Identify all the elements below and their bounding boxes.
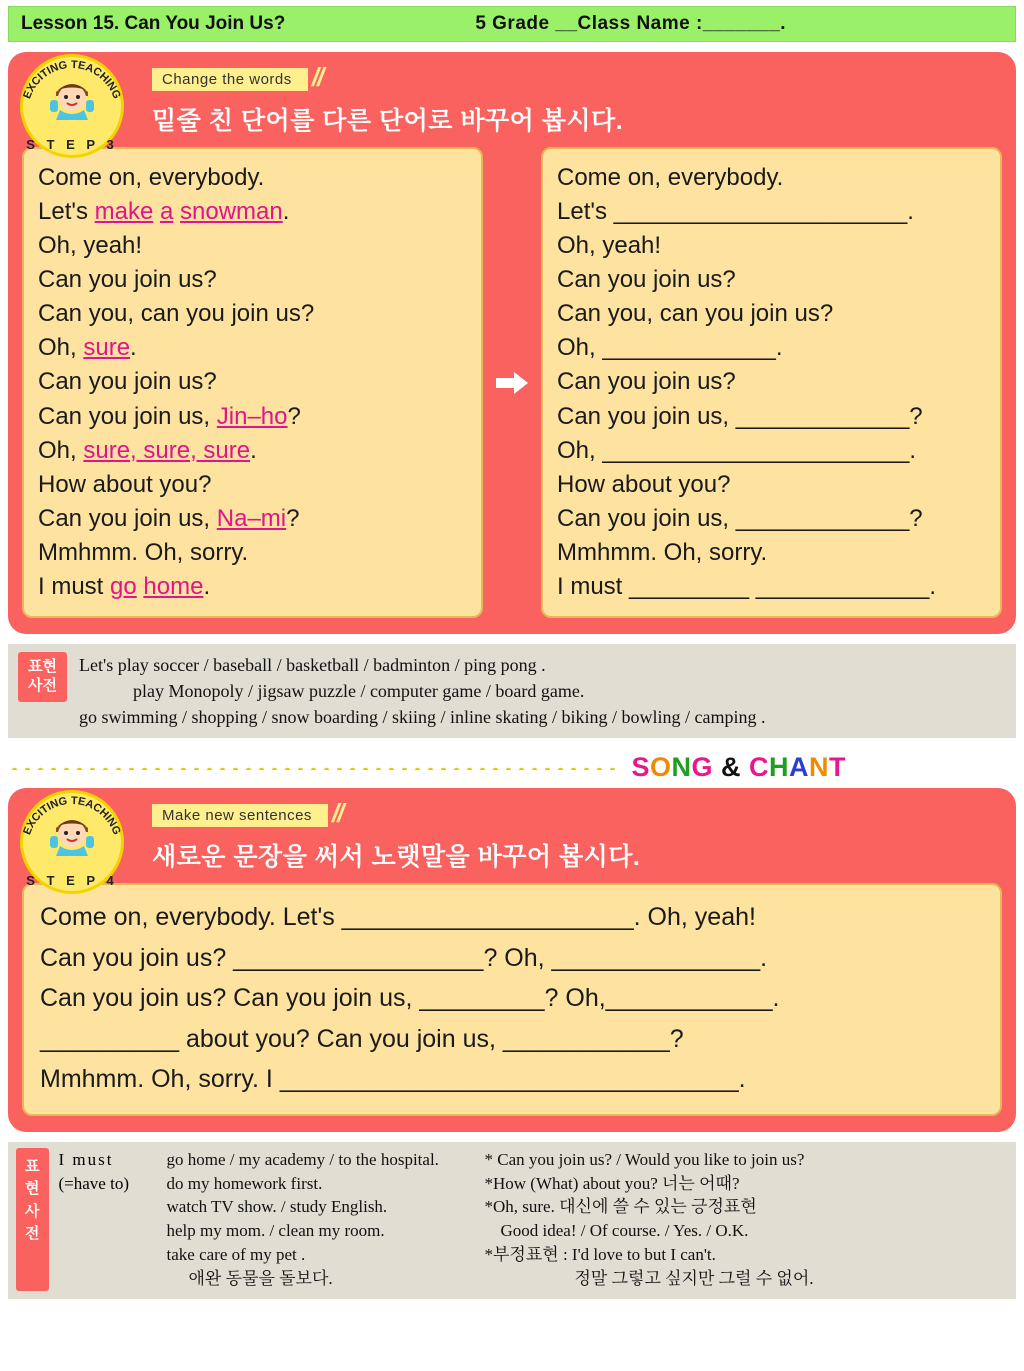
svg-text:EXCITING TEACHING: EXCITING TEACHING: [21, 795, 123, 837]
step4-slashes: //: [331, 798, 343, 829]
lesson-title: Lesson 15. Can You Join Us?: [21, 13, 286, 34]
step4-tag: Make new sentences: [152, 804, 328, 827]
lyric-line: Can you join us?: [557, 368, 736, 396]
writing-line[interactable]: Can you join us? __________________? Oh, _______________.: [40, 943, 768, 972]
song-and-chant-title: SONG & CHANT: [631, 751, 846, 782]
extra-line: *Oh, sure. 대신에 쓸 수 있는 긍정표현: [484, 1197, 757, 1217]
lyric-line[interactable]: I must _________ _____________.: [557, 572, 936, 600]
svg-text:EXCITING TEACHING: EXCITING TEACHING: [21, 58, 123, 101]
dictionary-content-1: [79, 652, 766, 730]
lyric-line[interactable]: Can you join us, _____________?: [557, 504, 923, 532]
must-line-1: I must: [58, 1149, 114, 1169]
step3-tag: Change the words: [152, 68, 308, 91]
extra-line: Good idea! / Of course. / Yes. / O.K.: [500, 1221, 749, 1241]
writing-line[interactable]: Come on, everybody. Let's _____________________. Oh, yeah!: [40, 903, 756, 932]
lyric-line: Mmhmm. Oh, sorry.: [38, 538, 249, 566]
lyric-line: Can you join us, Jin–ho?: [38, 402, 301, 430]
lyric-line: Let's make a snowman.: [38, 198, 290, 226]
lyric-line: Can you join us?: [38, 266, 217, 294]
must-item: take care of my pet .: [166, 1244, 306, 1264]
lyric-line[interactable]: Can you join us, _____________?: [557, 402, 923, 430]
must-item: help my mom. / clean my room.: [166, 1221, 385, 1241]
step3-badge: [14, 46, 132, 158]
song-and-chant-divider: [8, 750, 1016, 784]
lyric-line: I must go home.: [38, 572, 211, 600]
step3-title: 밑줄 친 단어를 다른 단어로 바꾸어 봅시다.: [152, 107, 624, 135]
step3-slashes: //: [311, 62, 323, 92]
writing-line[interactable]: Can you join us? Can you join us, _________? Oh,____________.: [40, 984, 780, 1013]
step4-panel: [8, 788, 1016, 1132]
worksheet-header: [8, 6, 1016, 42]
dictionary-label-line: 표현: [28, 658, 57, 676]
dictionary-line: play Monopoly / jigsaw puzzle / computer game / board game.: [132, 681, 585, 702]
lyric-line: Can you join us, Na–mi?: [38, 504, 300, 532]
lyric-line: Oh, sure.: [38, 334, 137, 362]
step3-blank-lyrics[interactable]: [541, 147, 1002, 618]
lyric-line[interactable]: Let's ______________________.: [557, 198, 914, 226]
step3-panel: [8, 52, 1016, 634]
lyric-line: How about you?: [38, 470, 212, 498]
dictionary-label-2: 표 현 사 전: [16, 1148, 49, 1291]
dictionary-line: Let's play soccer / baseball / basketball / badminton / ping pong .: [78, 655, 546, 676]
must-list: [167, 1148, 479, 1291]
lyric-line: Can you join us?: [557, 266, 736, 294]
must-item: go home / my academy / to the hospital.: [166, 1149, 439, 1169]
dotted-rule: [8, 764, 617, 770]
dictionary-label-line: 사전: [28, 676, 57, 694]
dictionary-line: go swimming / shopping / snow boarding / skiing / inline skating / biking / bowling / camping .: [78, 707, 766, 728]
dictionary-label-1: [18, 652, 67, 702]
lyric-line: Oh, yeah!: [38, 232, 143, 260]
writing-line[interactable]: Mmhmm. Oh, sorry. I _________________________________.: [40, 1065, 746, 1094]
lyric-line: How about you?: [557, 470, 731, 498]
lyric-line: Can you, can you join us?: [557, 300, 834, 328]
right-arrow-icon: [496, 372, 528, 394]
lyric-line: Can you, can you join us?: [38, 300, 315, 328]
step4-title: 새로운 문장을 써서 노랫말을 바꾸어 봅시다.: [152, 843, 641, 872]
teacher-face-icon: [48, 76, 96, 122]
teacher-face-icon: [48, 812, 96, 858]
lyric-line: Come on, everybody.: [38, 164, 265, 191]
must-heading: [59, 1148, 167, 1291]
lyric-line: Oh, yeah!: [557, 232, 662, 260]
extra-line: 정말 그렇고 싶지만 그럴 수 없어.: [574, 1268, 814, 1288]
transform-arrow-cell: [489, 147, 535, 618]
expression-dictionary-2: [8, 1142, 1016, 1299]
grade-name-field: 5 Grade __Class Name :_______.: [475, 13, 787, 34]
lyric-line: Can you join us?: [38, 368, 217, 396]
lyric-line: Mmhmm. Oh, sorry.: [557, 538, 768, 566]
extra-line: * Can you join us? / Would you like to join us?: [484, 1149, 805, 1169]
writing-line[interactable]: __________ about you? Can you join us, ____________?: [40, 1024, 684, 1053]
lyric-line[interactable]: Oh, _____________.: [557, 334, 783, 362]
must-line-2: (=have to): [58, 1173, 129, 1193]
extra-line: *How (What) about you? 너는 어때?: [484, 1173, 740, 1193]
lyric-line: Come on, everybody.: [557, 164, 784, 191]
expression-dictionary-1: [8, 644, 1016, 738]
step3-label: S T E P 3: [26, 137, 118, 152]
step4-label: S T E P 4: [26, 873, 118, 889]
extra-line: *부정표현 : I'd love to but I can't.: [484, 1244, 716, 1264]
step4-writing-box[interactable]: [22, 883, 1002, 1116]
step4-badge: [14, 782, 132, 894]
step3-lyrics-row: [22, 147, 1002, 618]
must-item: do my homework first.: [166, 1173, 323, 1193]
lyric-line[interactable]: Oh, _______________________.: [557, 436, 917, 464]
lyric-line: Oh, sure, sure, sure.: [38, 436, 257, 464]
step3-original-lyrics: [22, 147, 483, 618]
extra-expressions: [479, 1148, 1009, 1291]
must-item: watch TV show. / study English.: [166, 1197, 388, 1217]
must-item-korean: 애완 동물을 돌보다.: [188, 1268, 333, 1288]
must-expressions: [59, 1148, 479, 1291]
